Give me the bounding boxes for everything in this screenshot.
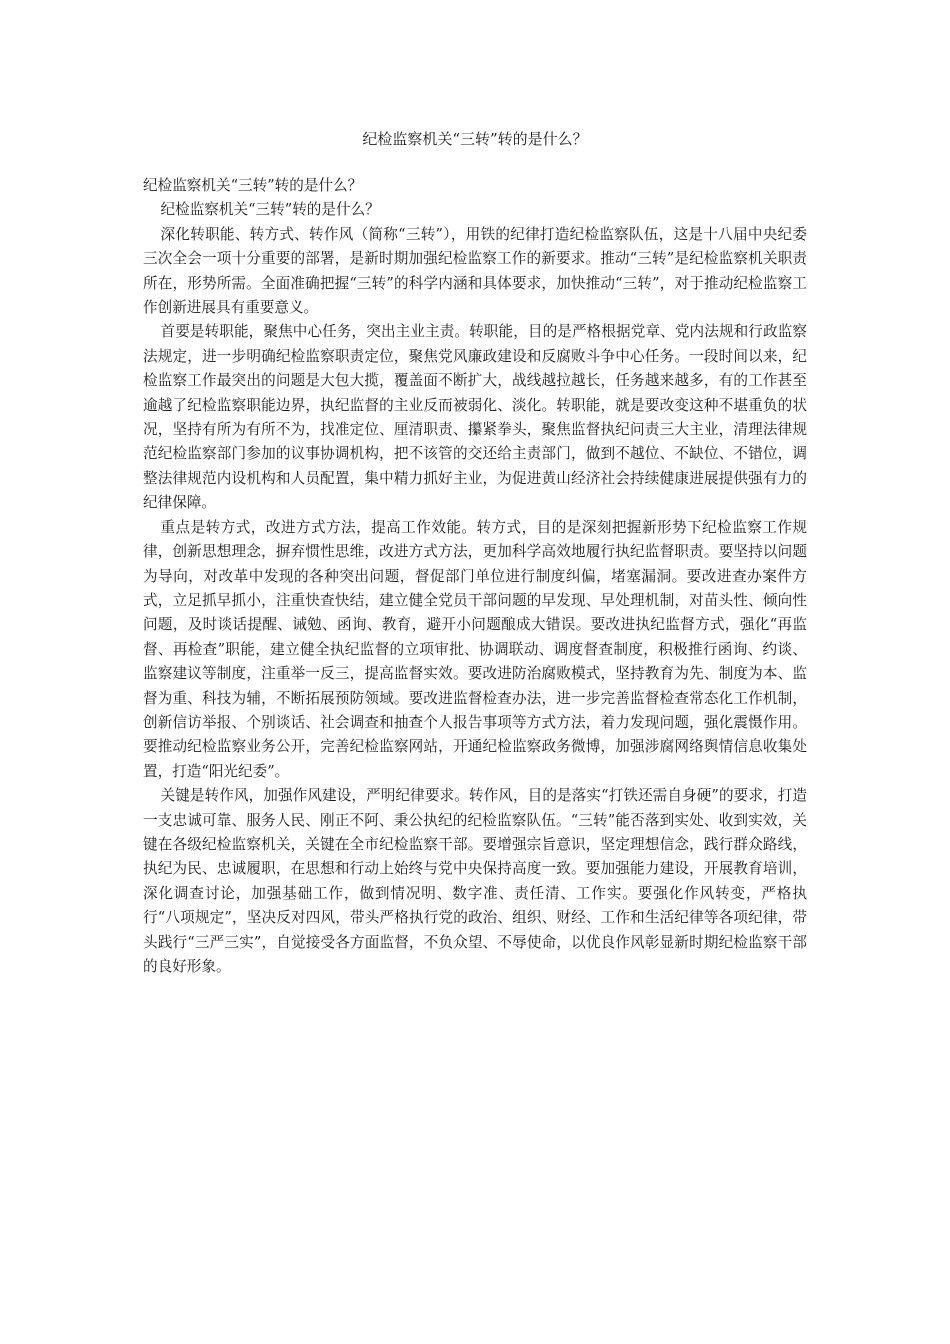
document-body — [143, 174, 807, 979]
paragraph-functions: 首要是转职能，聚焦中心任务，突出主业主责。转职能，目的是严格根据党章、党内法规和行政监察法规定，进一步明确纪检监察职责定位，聚焦党风廉政建设和反腐败斗争中心任务。一段时间以来，纪检监察工作最突出的问题是大包大揽，覆盖面不断扩大，战线越拉越长，任务越来越多，有的工作甚至逾越了纪检监察职能边界，执纪监督的主业反而被弱化、淡化。转职能，就是要改变这种不堪重负的状况，坚持有所为有所不为，找准定位、厘清职责、攥紧拳头，聚焦监督执纪问责三大主业，清理法律规范纪检监察部门参加的议事协调机构，把不该管的交还给主责部门，做到不越位、不缺位、不错位，调整法律规范内设机构和人员配置，集中精力抓好主业，为促进黄山经济社会持续健康进展提供强有力的纪律保障。 — [143, 323, 807, 512]
subheading: 纪检监察机关“三转”转的是什么？ — [160, 201, 380, 219]
paragraph-intro: 深化转职能、转方式、转作风（简称“三转”），用铁的纪律打造纪检监察队伍，这是十八届中央纪委三次全会一项十分重要的部署，是新时期加强纪检监察工作的新要求。推动“三转”是纪检监察机关职责所在，形势所需。全面准确把握“三转”的科学内涵和具体要求，加快推动“三转”，对于推动纪检监察工作创新进展具有重要意义。 — [143, 225, 807, 317]
heading-repeat: 纪检监察机关“三转”转的是什么？ — [143, 177, 363, 194]
paragraph-methods: 重点是转方式，改进方式方法，提高工作效能。转方式，目的是深刻把握新形势下纪检监察工作规律，创新思想理念，摒弃惯性思维，改进方式方法，更加科学高效地履行执纪监督职责。要坚持以问题为导向，对改革中发现的各种突出问题，督促部门单位进行制度纠偏，堵塞漏洞。要改进查办案件方式，立足抓早抓小，注重快查快结，建立健全党员干部问题的早发现、早处理机制，对苗头性、倾向性问题，及时谈话提醒、诫勉、函询、教育，避开小问题酿成大错误。要改进执纪监督方式，强化“再监督、再检查”职能，建立健全执纪监督的立项审批、协调联动、调度督查制度，积极推行函询、约谈、监察建议等制度，注重举一反三，提高监督实效。要改进防治腐败模式，坚持教育为先、制度为本、监督为重、科技为辅，不断拓展预防领域。要改进监督检查办法，进一步完善监督检查常态化工作机制，创新信访举报、个别谈话、社会调查和抽查个人报告事项等方式方法，着力发现问题，强化震慑作用。要推动纪检监察业务公开，完善纪检监察网站，开通纪检监察政务微博，加强涉腐网络舆情信息收集处置，打造“阳光纪委”。 — [143, 518, 807, 780]
paragraph-style: 关键是转作风，加强作风建设，严明纪律要求。转作风，目的是落实“打铁还需自身硬”的要求，打造一支忠诚可靠、服务人民、刚正不阿、秉公执纪的纪检监察队伍。“三转”能否落到实处、收到实效，关键在各级纪检监察机关，关键在全市纪检监察干部。要增强宗旨意识，坚定理想信念，践行群众路线，执纪为民、忠诚履职，在思想和行动上始终与党中央保持高度一致。要加强能力建设，开展教育培训，深化调查讨论，加强基础工作，做到情况明、数字准、责任清、工作实。要强化作风转变，严格执行“八项规定”，坚决反对四风，带头严格执行党的政治、组织、财经、工作和生活纪律等各项纪律，带头践行“三严三实”，自觉接受各方面监督，不负众望、不辱使命，以优良作风彰显新时期纪检监察干部的良好形象。 — [143, 787, 807, 975]
document-title: 纪检监察机关“三转”转的是什么？ — [362, 130, 588, 148]
